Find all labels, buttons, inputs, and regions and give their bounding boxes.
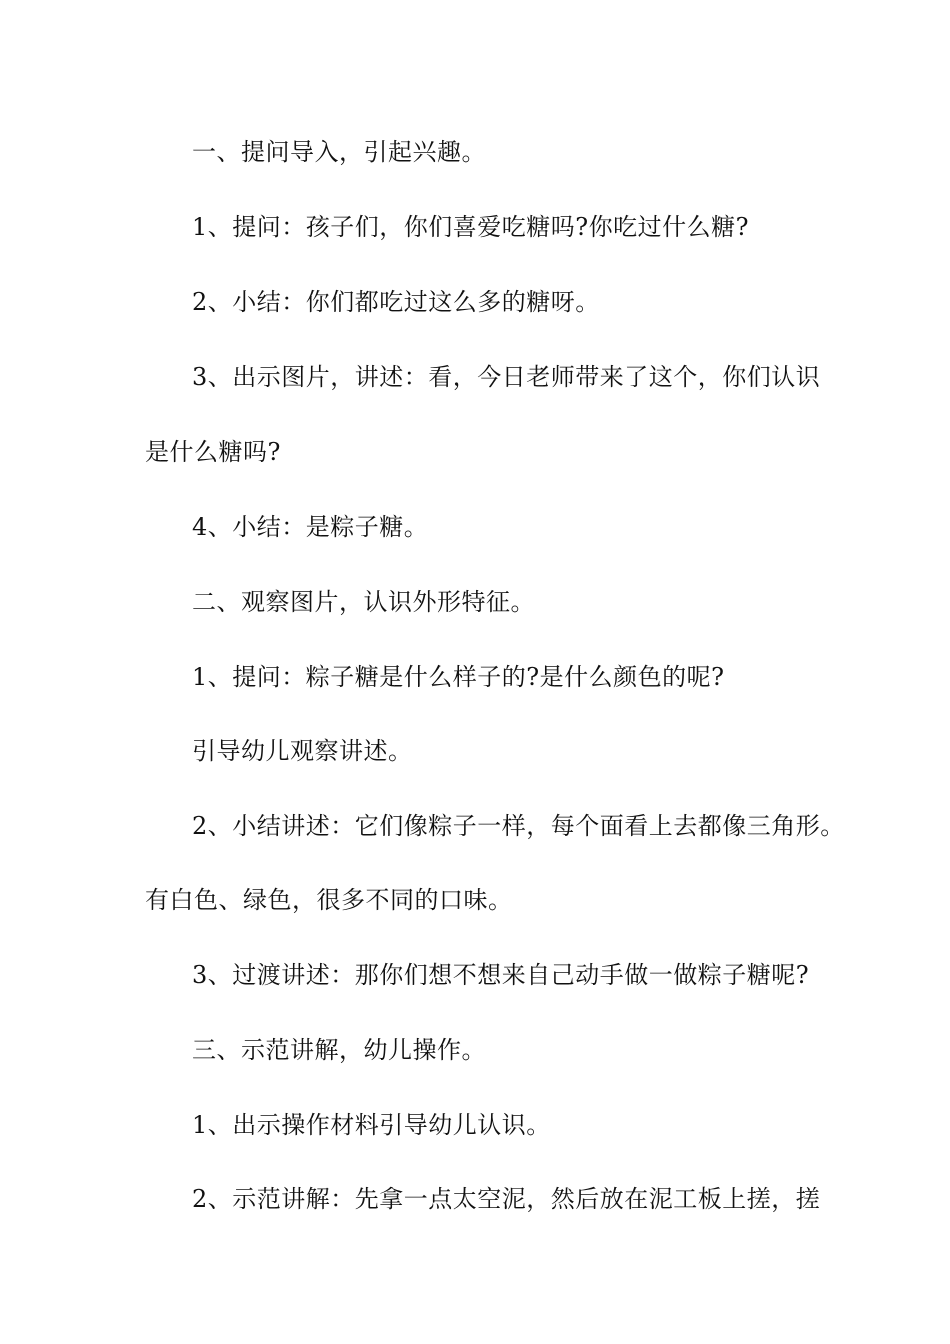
- text-line: 2、小结：你们都吃过这么多的糖呀。: [192, 288, 600, 316]
- text-line: 有白色、绿色，很多不同的口味。: [145, 886, 513, 914]
- text-line: 是什么糖吗?: [145, 438, 281, 466]
- text-line: 2、小结讲述：它们像粽子一样，每个面看上去都像三角形。: [192, 812, 845, 840]
- text-line: 3、出示图片，讲述：看，今日老师带来了这个，你们认识: [192, 363, 821, 391]
- text-line: 1、提问：孩子们，你们喜爱吃糖吗?你吃过什么糖?: [192, 213, 750, 241]
- text-line: 1、提问：粽子糖是什么样子的?是什么颜色的呢?: [192, 663, 725, 691]
- text-line: 三、示范讲解，幼儿操作。: [192, 1036, 486, 1064]
- text-line: 引导幼儿观察讲述。: [192, 737, 413, 765]
- text-line: 二、观察图片，认识外形特征。: [192, 588, 535, 616]
- text-line: 3、过渡讲述：那你们想不想来自己动手做一做粽子糖呢?: [192, 961, 810, 989]
- text-line: 4、小结：是粽子糖。: [192, 513, 429, 541]
- text-line: 1、出示操作材料引导幼儿认识。: [192, 1111, 551, 1139]
- text-line: 2、示范讲解：先拿一点太空泥，然后放在泥工板上搓，搓: [192, 1185, 821, 1213]
- text-line: 一、提问导入，引起兴趣。: [192, 138, 486, 166]
